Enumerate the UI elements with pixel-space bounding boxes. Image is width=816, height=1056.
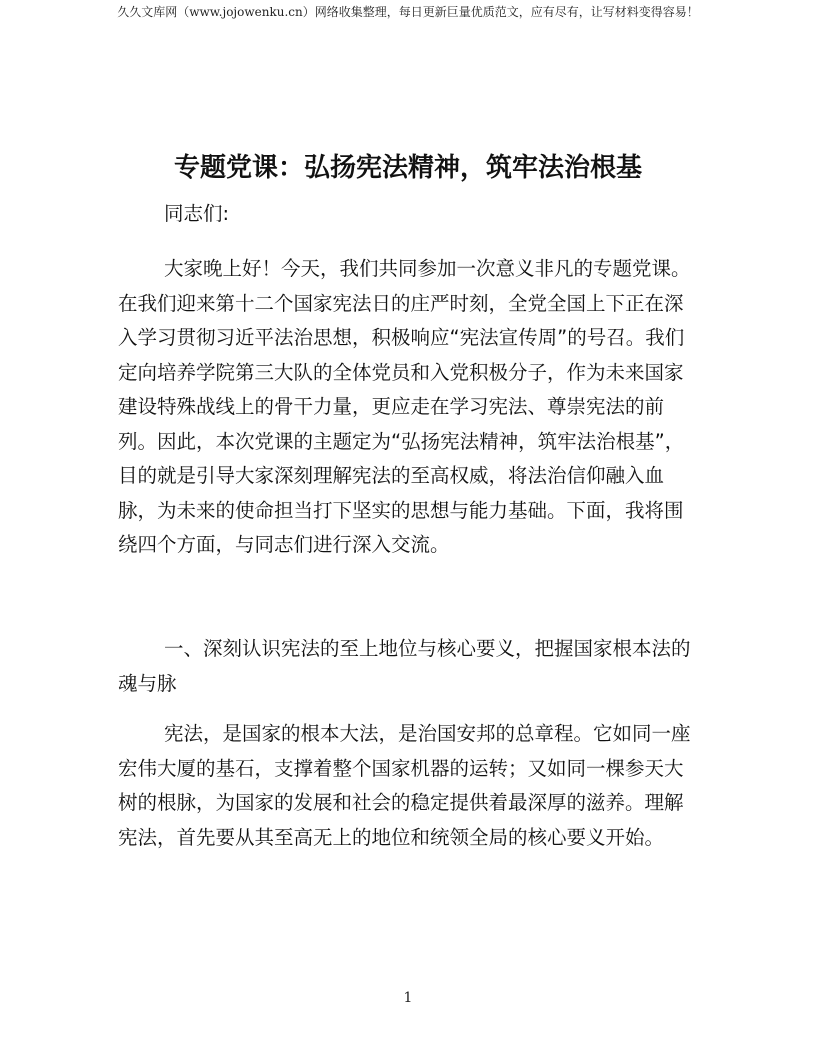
salutation: 同志们: bbox=[164, 202, 230, 225]
paragraph-body: 宪法，是国家的根本大法，是治国安邦的总章程。它如同一座宏伟大厦的基石，支撑着整个国家机器的运转；又如同一棵参天大树的根脉，为国家的发展和社会的稳定提供着最深厚的滋养。理解宪法，首先要从其至高无上的地位和统领全局的核心要义开始。 bbox=[118, 722, 691, 849]
document-title: 专题党课：弘扬宪法精神，筑牢法治根基 bbox=[173, 153, 642, 183]
paragraph-intro: 大家晚上好！今天，我们共同参加一次意义非凡的专题党课。在我们迎来第十二个国家宪法日的庄严时刻，全党全国上下正在深入学习贯彻习近平法治思想，积极响应“宪法宣传周”的号召。我们定向培养学院第三大队的全体党员和入党积极分子，作为未来国家建设特殊战线上的骨干力量，更应走在学习宪法、尊崇宪法的前列。因此，本次党课的主题定为“弘扬宪法精神，筑牢法治根基”，目的就是引导大家深刻理解宪法的至高权威，将法治信仰融入血脉，为未来的使命担当打下坚实的思想与能力基础。下面，我将围绕四个方面，与同志们进行深入交流。 bbox=[118, 257, 691, 556]
header-banner: 久久文库网（www.jojowenku.cn）网络收集整理，每日更新巨量优质范文，应有尽有，让写材料变得容易！ bbox=[117, 5, 699, 19]
section-heading: 一、深刻认识宪法的至上地位与核心要义，把握国家根本法的魂与脉 bbox=[118, 637, 691, 695]
page-number: 1 bbox=[403, 990, 413, 1006]
